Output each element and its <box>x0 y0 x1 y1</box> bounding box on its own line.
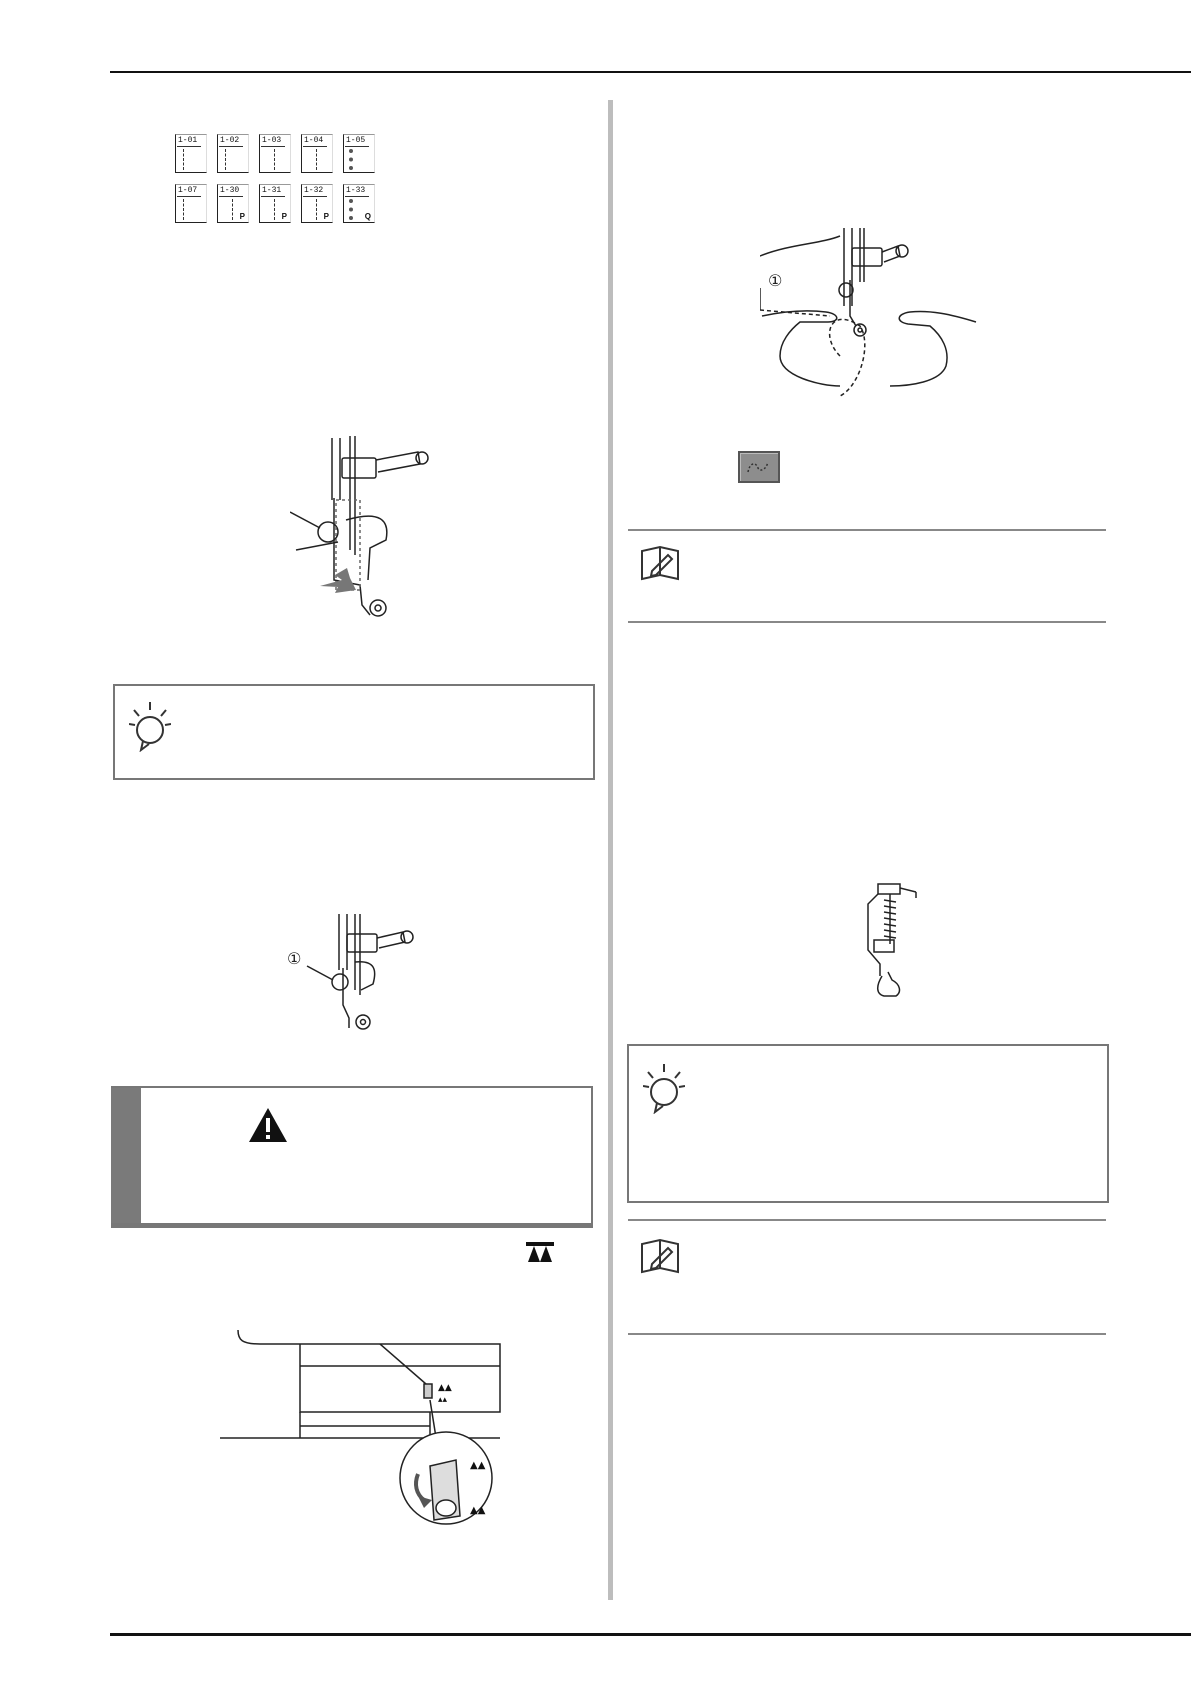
callout-number: ① <box>287 949 302 968</box>
stitch-line <box>274 199 275 220</box>
memo-top-rule <box>628 1219 1106 1221</box>
stitch-code-underline <box>345 146 369 147</box>
feed-dog-lever-illustration <box>220 1328 510 1538</box>
stitch-code: 1-31 <box>262 186 282 195</box>
stitch-code: 1-03 <box>262 136 282 145</box>
free-motion-hands-illustration <box>760 226 990 412</box>
stitch-code-underline <box>177 146 201 147</box>
stitch-line <box>183 149 184 170</box>
stitch-line <box>316 149 317 170</box>
free-motion-key-button[interactable] <box>738 451 780 483</box>
svg-text:▲▲: ▲▲ <box>438 1383 452 1393</box>
stitch-pattern <box>301 134 333 173</box>
stitch-line <box>316 199 317 220</box>
note-box <box>113 684 595 780</box>
memo-top-rule <box>628 529 1106 531</box>
caution-side-bar <box>111 1088 141 1226</box>
feed-dog-down-icon <box>524 1240 556 1264</box>
stitch-pattern <box>217 184 249 223</box>
memo-bottom-rule <box>628 621 1106 623</box>
bottom-rule <box>110 1633 1191 1636</box>
stitch-code: 1-30 <box>220 186 240 195</box>
caution-bottom-rule <box>111 1223 593 1226</box>
stitch-code: 1-02 <box>220 136 240 145</box>
stitch-line <box>225 149 226 170</box>
stitch-code: 1-32 <box>304 186 324 195</box>
stitch-suffix: P <box>323 212 329 221</box>
lightbulb-icon <box>129 700 171 752</box>
stitch-code: 1-01 <box>178 136 198 145</box>
stitch-code-underline <box>345 196 369 197</box>
stitch-line <box>349 149 353 170</box>
stitch-suffix: P <box>239 212 245 221</box>
attach-foot-illustration <box>290 430 450 630</box>
stitch-pattern <box>259 184 291 223</box>
stitch-suffix: Q <box>364 212 371 221</box>
darning-foot-illustration <box>860 880 920 1000</box>
svg-text:▲▲: ▲▲ <box>470 1505 486 1516</box>
stitch-code-underline <box>261 146 285 147</box>
stitch-line <box>183 199 184 220</box>
top-rule <box>110 71 1191 73</box>
notebook-pencil-icon <box>640 1238 680 1276</box>
stitch-code: 1-04 <box>304 136 324 145</box>
notebook-pencil-icon <box>640 545 680 583</box>
svg-text:▲▲: ▲▲ <box>470 1460 486 1471</box>
column-divider <box>608 100 613 1600</box>
stitch-line <box>232 199 233 220</box>
stitch-pattern <box>217 134 249 173</box>
stitch-code-underline <box>219 196 243 197</box>
stitch-code: 1-33 <box>346 186 366 195</box>
stitch-line <box>349 199 353 220</box>
stitch-code-underline <box>219 146 243 147</box>
stitch-code-underline <box>303 196 327 197</box>
stitch-pattern <box>343 134 375 173</box>
lightbulb-icon <box>643 1062 685 1114</box>
stitch-code: 1-05 <box>346 136 366 145</box>
note-box <box>627 1044 1109 1203</box>
stitch-code: 1-07 <box>178 186 198 195</box>
warning-triangle-icon <box>247 1106 289 1144</box>
stitch-code-underline <box>261 196 285 197</box>
svg-text:▴▴: ▴▴ <box>438 1395 448 1405</box>
stitch-line <box>274 149 275 170</box>
free-motion-key-icon <box>746 458 770 474</box>
stitch-pattern <box>343 184 375 223</box>
presser-foot-screw-illustration <box>285 910 425 1040</box>
stitch-suffix: P <box>281 212 287 221</box>
stitch-code-underline <box>303 146 327 147</box>
caution-box <box>111 1086 593 1228</box>
callout-number: ① <box>768 271 783 290</box>
stitch-pattern-grid <box>175 134 375 230</box>
stitch-code-underline <box>177 196 201 197</box>
stitch-pattern <box>301 184 333 223</box>
memo-bottom-rule <box>628 1333 1106 1335</box>
stitch-pattern <box>175 184 207 223</box>
stitch-pattern <box>259 134 291 173</box>
stitch-pattern <box>175 134 207 173</box>
